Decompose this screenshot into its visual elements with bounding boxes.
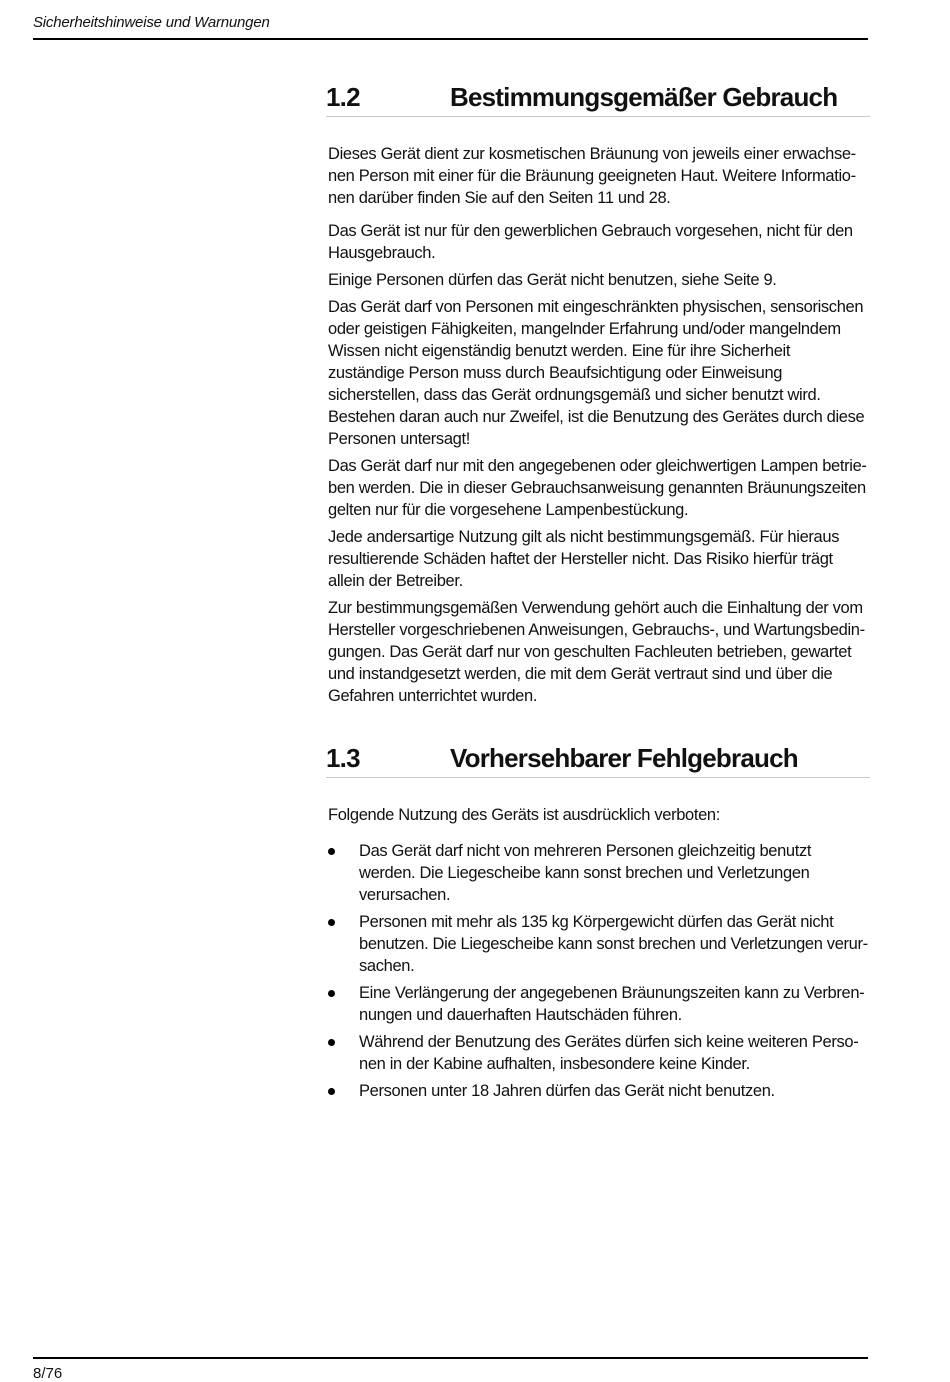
section-title: Bestimmungsgemäßer Gebrauch	[450, 82, 838, 112]
list-item-text: Während der Benutzung des Gerätes dürfen sich keine weiteren Perso-nen in der Kabine aufhalten, insbesondere keine Kinder.	[359, 1033, 859, 1073]
list-item-text: Das Gerät darf nicht von mehreren Personen gleichzeitig benutzt werden. Die Liegescheibe kann sonst brechen und Verletzungen verursachen.	[359, 842, 812, 904]
bullet-icon	[328, 848, 335, 855]
bullet-icon	[328, 1039, 335, 1046]
section-body-1-3	[328, 804, 870, 1102]
header-rule	[33, 38, 868, 40]
list-item	[328, 982, 870, 1026]
paragraph: Einige Personen dürfen das Gerät nicht benutzen, siehe Seite 9.	[328, 271, 777, 289]
section-heading-1-2	[326, 82, 870, 117]
page-content	[328, 82, 870, 1107]
section-title: Vorhersehbarer Fehlgebrauch	[450, 743, 798, 773]
list-item	[328, 911, 870, 977]
list-intro: Folgende Nutzung des Geräts ist ausdrücklich verboten:	[328, 806, 720, 824]
list-item	[328, 840, 870, 906]
list-item-text: Personen mit mehr als 135 kg Körpergewicht dürfen das Gerät nicht benutzen. Die Liegescheibe kann sonst brechen und Verletzungen verur-sachen.	[359, 913, 868, 975]
prohibited-use-list	[328, 840, 870, 1102]
paragraph: Das Gerät darf von Personen mit eingeschränkten physischen, sensorischen oder geistigen Fähigkeiten, mangelnder Erfahrung und/oder mangelndem Wissen nicht eigenständig benutzt werden. Eine für ihre Sicherheit zuständige Person muss durch Beaufsichtigung oder Einweisung sicherstellen, dass das Gerät ordnungsgemäß und sicher benutzt wird. Bestehen daran auch nur Zweifel, ist die Benutzung des Gerätes durch diese Personen untersagt!	[328, 298, 865, 448]
page-number: 8/76	[33, 1365, 63, 1382]
section-number: 1.2	[326, 82, 360, 112]
bullet-icon	[328, 1088, 335, 1095]
paragraph: Dieses Gerät dient zur kosmetischen Bräunung von jeweils einer erwachse-nen Person mit einer für die Bräunung geeigneten Haut. Weitere Informatio-nen darüber finden Sie auf den Seiten 11 und 28.	[328, 145, 856, 207]
footer-rule	[33, 1357, 868, 1359]
paragraph: Das Gerät darf nur mit den angegebenen oder gleichwertigen Lampen betrie-ben werden. Die in dieser Gebrauchsanweisung genannten Bräunungszeiten gelten nur für die vorgesehene Lampenbestückung.	[328, 457, 867, 519]
section-heading-1-3	[326, 743, 870, 778]
list-item-text: Eine Verlängerung der angegebenen Bräunungszeiten kann zu Verbren-nungen und dauerhaften Hautschäden führen.	[359, 984, 865, 1024]
bullet-icon	[328, 919, 335, 926]
section-body-1-2	[328, 143, 870, 707]
list-item	[328, 1080, 870, 1102]
paragraph: Jede andersartige Nutzung gilt als nicht bestimmungsgemäß. Für hieraus resultierende Schäden haftet der Hersteller nicht. Das Risiko hierfür trägt allein der Betreiber.	[328, 528, 840, 590]
paragraph: Zur bestimmungsgemäßen Verwendung gehört auch die Einhaltung der vom Hersteller vorgeschriebenen Anweisungen, Gebrauchs-, und Wartungsbedin-gungen. Das Gerät darf nur von geschulten Fachleuten betrieben, gewartet und instandgesetzt werden, die mit dem Gerät vertraut sind und über die Gefahren unterrichtet wurden.	[328, 599, 865, 705]
list-item	[328, 1031, 870, 1075]
bullet-icon	[328, 990, 335, 997]
running-header: Sicherheitshinweise und Warnungen	[33, 14, 270, 31]
list-item-text: Personen unter 18 Jahren dürfen das Gerät nicht benutzen.	[359, 1082, 775, 1100]
section-number: 1.3	[326, 743, 360, 773]
paragraph: Das Gerät ist nur für den gewerblichen Gebrauch vorgesehen, nicht für den Hausgebrauch.	[328, 222, 853, 262]
